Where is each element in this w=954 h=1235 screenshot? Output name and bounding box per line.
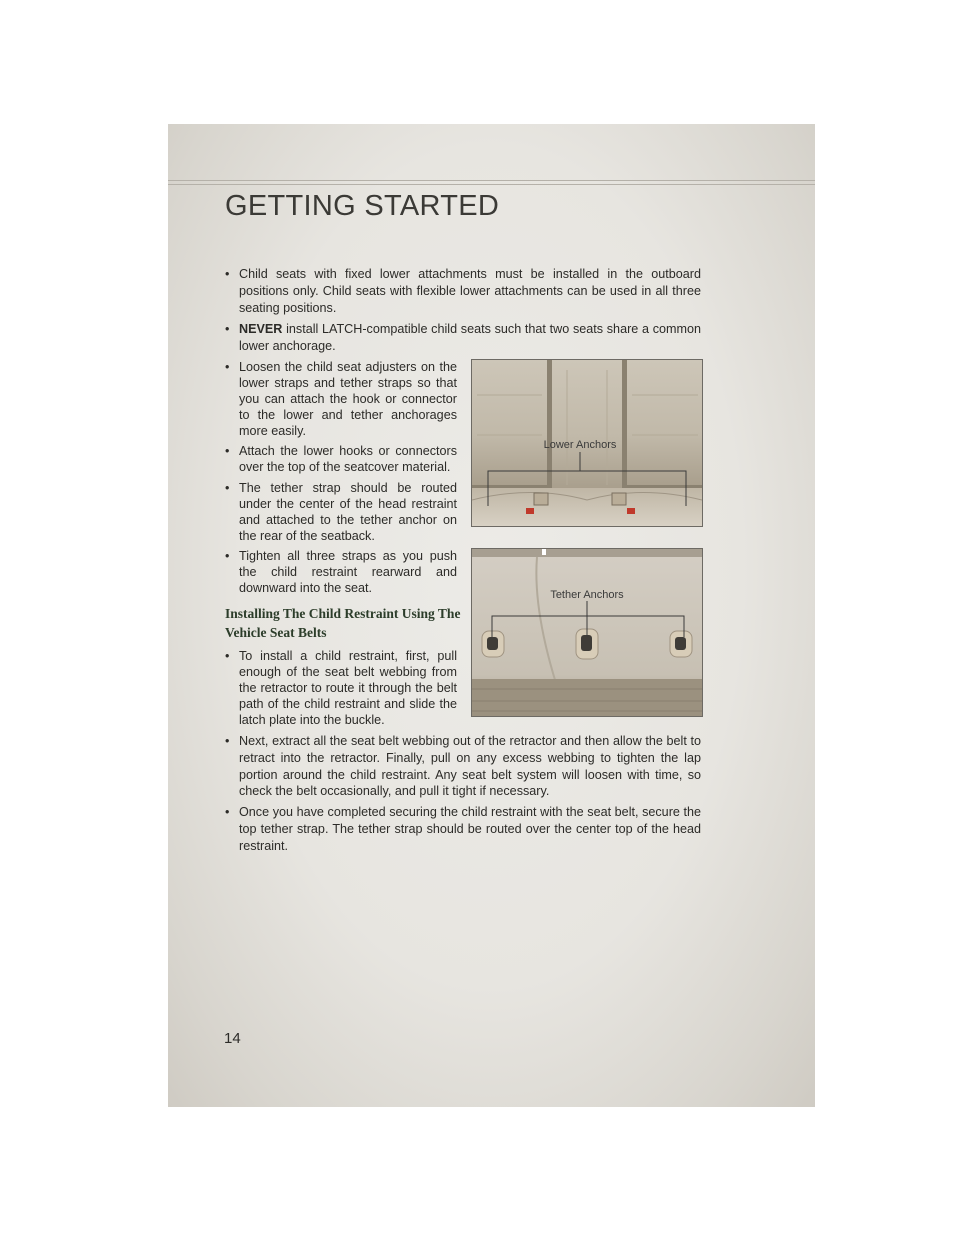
section-subheading: Installing The Child Restraint Using The Vehicle Seat Belts <box>225 606 461 640</box>
page-title: GETTING STARTED <box>225 190 500 222</box>
bullet-text: Next, extract all the seat belt webbing out of the retractor and then allow the belt to retract into the retractor. Finally, pull on any excess webbing to tighten the lap portion around the child restraint. Any seat belt system will loosen with time, so check the belt occasionally, and pull it tight if necessary. <box>239 734 701 799</box>
bullet-item <box>225 649 457 729</box>
bullet-icon: • <box>225 481 230 495</box>
bullet-icon: • <box>225 267 230 281</box>
emphasis-text: NEVER <box>239 322 283 336</box>
bullet-text: Tighten all three straps as you push the child restraint rearward and downward into the seat. <box>239 549 457 595</box>
bullet-icon: • <box>225 322 230 336</box>
bullet-text: Child seats with fixed lower attachments must be installed in the outboard positions only. Child seats with flexible lower attachments can be used in all three seating positions. <box>239 267 701 315</box>
bullet-text: install LATCH-compatible child seats such that two seats share a common lower anchorage. <box>239 322 701 353</box>
bullet-icon: • <box>225 734 230 748</box>
bullet-item <box>225 321 701 355</box>
bullet-icon: • <box>225 649 230 663</box>
header-rule <box>168 180 815 185</box>
bullet-icon: • <box>225 549 230 563</box>
bullet-item <box>225 733 701 800</box>
bullet-icon: • <box>225 805 230 819</box>
page-number: 14 <box>224 1030 241 1047</box>
bullet-item <box>225 549 457 597</box>
bullet-item <box>225 266 701 316</box>
bullet-item <box>225 444 457 476</box>
bullet-text: To install a child restraint, first, pull enough of the seat belt webbing from the retractor to route it through the belt path of the child restraint and slide the latch plate into the buckle. <box>239 649 457 727</box>
bullet-icon: • <box>225 444 230 458</box>
bullet-text: Once you have completed securing the child restraint with the seat belt, secure the top tether strap. The tether strap should be routed over the center top of the head restraint. <box>239 805 701 853</box>
bullet-item <box>225 481 457 545</box>
tether-anchors-label: Tether Anchors <box>550 589 624 601</box>
bullet-text: The tether strap should be routed under the center of the head restraint and attached to the tether anchor on the rear of the seatback. <box>239 481 457 543</box>
lower-anchors-label: Lower Anchors <box>543 439 617 451</box>
bullet-icon: • <box>225 360 230 374</box>
bullet-item <box>225 804 701 854</box>
tether-anchors-photo <box>471 548 703 717</box>
bullet-item <box>225 360 457 440</box>
lower-anchors-photo <box>471 359 703 527</box>
bullet-text: Loosen the child seat adjusters on the lower straps and tether straps so that you can attach the hook or connector to the lower and tether anchorages more easily. <box>239 360 457 438</box>
bullet-text: Attach the lower hooks or connectors over the top of the seatcover material. <box>239 444 457 474</box>
